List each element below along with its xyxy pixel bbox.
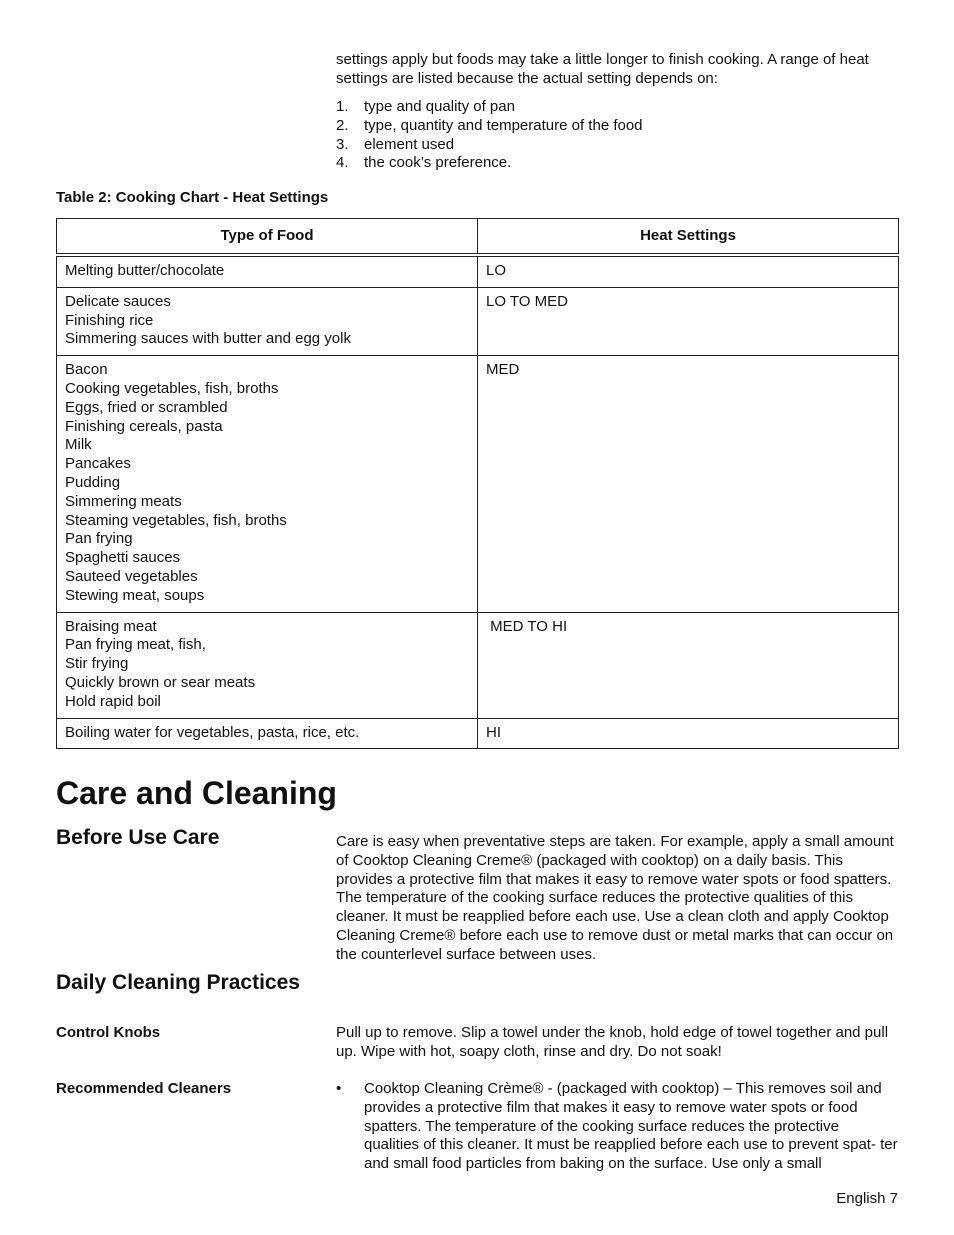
setting-cell: LO TO MED xyxy=(478,287,899,355)
food-cell xyxy=(57,612,478,718)
list-number: 3. xyxy=(336,135,349,153)
section-title-care-and-cleaning: Care and Cleaning xyxy=(56,775,337,811)
list-number: 4. xyxy=(336,154,349,172)
subsection-title-before-use-care: Before Use Care xyxy=(56,826,220,849)
list-item xyxy=(336,154,898,173)
recommended-cleaners-list xyxy=(336,1080,898,1174)
factors-list xyxy=(336,98,898,173)
food-item: Bacon xyxy=(65,361,108,379)
list-number: 2. xyxy=(336,116,349,134)
table-row xyxy=(57,718,899,749)
food-item: Quickly brown or sear meats xyxy=(65,673,256,691)
table-caption: Table 2: Cooking Chart - Heat Settings xyxy=(56,189,329,206)
setting-cell: MED TO HI xyxy=(478,612,899,718)
table-row xyxy=(57,356,899,612)
before-use-care-paragraph: Care is easy when preventative steps are taken. For example, apply a small amount of Cooktop Cleaning Creme® (packaged with cooktop) on a daily basis. This provides a protective film that makes it easy to remove water spots or food spatters. The temperature of the cooking surface reduces the protective qualities of this cleaner. It must be reapplied before each use. Use a clean cloth and apply Cooktop Cleaning Creme® before each use to remove dust or metal marks that can occur on the counterlevel surface between uses. xyxy=(336,833,894,963)
recommended-cleaners-label: Recommended Cleaners xyxy=(56,1080,232,1097)
food-item: Stewing meat, soups xyxy=(65,586,205,604)
food-item: Pancakes xyxy=(65,455,131,473)
food-item: Pan frying meat, fish, xyxy=(65,636,206,654)
list-item xyxy=(336,136,898,155)
bullet-icon: • xyxy=(336,1080,342,1097)
list-number: 1. xyxy=(336,98,349,115)
food-cell xyxy=(57,287,478,355)
table-row xyxy=(57,612,899,718)
food-item: Melting butter/chocolate xyxy=(65,262,225,279)
food-item: Spaghetti sauces xyxy=(65,549,181,567)
list-item xyxy=(336,117,898,136)
food-item: Finishing cereals, pasta xyxy=(65,417,223,435)
food-item: Eggs, fried or scrambled xyxy=(65,398,228,416)
list-item xyxy=(336,1080,898,1174)
page-footer: English 7 xyxy=(836,1190,898,1207)
intro-paragraph: settings apply but foods may take a little longer to finish cooking. A range of heat settings are listed because the actual setting depends on: xyxy=(336,51,869,87)
list-item-text: type and quality of pan xyxy=(364,98,515,115)
list-item xyxy=(336,98,898,117)
food-cell xyxy=(57,718,478,749)
food-item: Hold rapid boil xyxy=(65,692,161,710)
header-type-of-food: Type of Food xyxy=(57,219,478,256)
list-item-text: Cooktop Cleaning Crème® - (packaged with cooktop) – This removes soil and provides a protective film that makes it easy to remove water spots or food spatters. The temperature of the cooking surface reduces the protective qualities of this cleaner. It must be reapplied before each use to prevent spat- ter and small food particles from baking on the surface. Use only a small xyxy=(364,1080,898,1173)
control-knobs-label: Control Knobs xyxy=(56,1024,161,1041)
food-item: Delicate sauces xyxy=(65,292,171,310)
food-item: Simmering sauces with butter and egg yolk xyxy=(65,330,351,348)
food-item: Stir frying xyxy=(65,655,129,673)
food-item: Steaming vegetables, fish, broths xyxy=(65,511,287,529)
food-cell xyxy=(57,356,478,612)
subsection-title-daily-cleaning: Daily Cleaning Practices xyxy=(56,971,300,994)
table-row xyxy=(57,287,899,355)
list-item-text: type, quantity and temperature of the food xyxy=(364,116,643,134)
food-item: Boiling water for vegetables, pasta, rice, etc. xyxy=(65,723,360,741)
list-item-text: element used xyxy=(364,135,455,153)
food-item: Braising meat xyxy=(65,617,157,635)
food-item: Sauteed vegetables xyxy=(65,567,198,585)
setting-cell: MED xyxy=(478,356,899,612)
food-item: Cooking vegetables, fish, broths xyxy=(65,379,279,397)
setting-cell: LO xyxy=(478,255,899,287)
food-item: Pan frying xyxy=(65,530,133,548)
food-item: Milk xyxy=(65,436,92,454)
control-knobs-paragraph: Pull up to remove. Slip a towel under the knob, hold edge of towel together and pull up. Wipe with hot, soapy cloth, rinse and dry. Do not soak! xyxy=(336,1024,889,1060)
food-item: Pudding xyxy=(65,473,121,491)
list-item-text: the cook’s preference. xyxy=(364,154,512,172)
table-row xyxy=(57,255,899,287)
setting-cell: HI xyxy=(478,718,899,749)
food-cell xyxy=(57,255,478,287)
cooking-chart-table xyxy=(56,218,899,749)
food-item: Simmering meats xyxy=(65,492,182,510)
table-header-row xyxy=(57,219,899,256)
food-item: Finishing rice xyxy=(65,311,154,329)
header-heat-settings: Heat Settings xyxy=(478,219,899,256)
